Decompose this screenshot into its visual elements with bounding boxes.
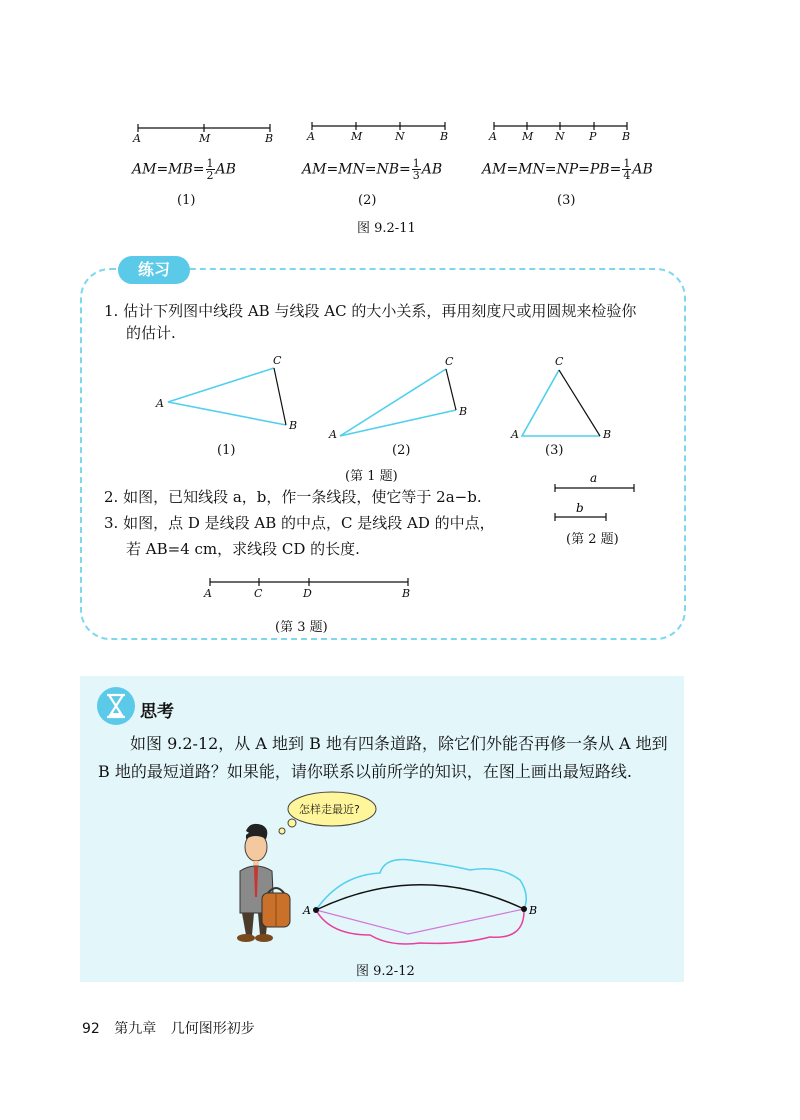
segments-ac-ab [522, 370, 600, 436]
think-text [98, 730, 684, 786]
chapter-title: 几何图形初步 [170, 1021, 255, 1037]
segment-diagram-3 [494, 122, 627, 130]
point-a-dot [313, 907, 319, 913]
point-label: P [589, 130, 597, 143]
fraction-numerator: 1 [623, 157, 631, 170]
vertex-label: A [329, 428, 337, 441]
fraction-denominator: 3 [412, 169, 420, 182]
point-label: A [489, 130, 497, 143]
page-number: 92 [82, 1021, 100, 1037]
question-1-caption: (第 1 题) [345, 469, 398, 484]
path-pink [316, 909, 524, 944]
fraction-numerator: 1 [206, 157, 214, 170]
equation-text: AM=MB= [132, 161, 205, 178]
figure-9-2-11 [0, 0, 800, 240]
think-figure-caption: 图 9.2-12 [356, 964, 415, 979]
point-label: A [307, 130, 315, 143]
fraction-denominator: 4 [623, 169, 631, 182]
vertex-label: B [289, 419, 298, 432]
question-3-caption: (第 3 题) [275, 620, 328, 635]
triangle-label-3: (3) [545, 443, 564, 458]
fraction [622, 158, 631, 181]
point-label: M [351, 130, 363, 143]
vertex-label: A [511, 428, 519, 441]
thought-bubble [279, 792, 376, 834]
point-label: D [303, 587, 312, 600]
question-2-segments [540, 468, 650, 528]
triangle-2 [340, 369, 456, 436]
point-b-dot [521, 906, 527, 912]
fraction-numerator: 1 [412, 157, 420, 170]
equation-text: AM=MN=NB= [302, 161, 411, 178]
diagram-label-1: (1) [177, 193, 196, 208]
equation-1 [132, 158, 236, 181]
point-label: C [254, 587, 263, 600]
segment-bc [446, 369, 456, 410]
think-line-1: 如图 9.2-12，从 A 地到 B 地有四条道路，除它们外能否再修一条从 A 地到 [130, 734, 668, 753]
vertex-label: B [603, 428, 612, 441]
person-illustration [237, 824, 290, 942]
equation-2 [302, 158, 442, 181]
triangles-figure [0, 340, 800, 480]
segment-a-label: a [590, 471, 598, 485]
triangle-label-1: (1) [217, 443, 236, 458]
point-a-label: A [303, 904, 311, 917]
point-label: M [522, 130, 534, 143]
equation-text: AM=MN=NP=PB= [482, 161, 622, 178]
fraction [206, 158, 215, 181]
question-1-line-1: 1. 估计下列图中线段 AB 与线段 AC 的大小关系，再用刻度尺或用圆规来检验你 [104, 302, 637, 320]
triangle-label-2: (2) [392, 443, 411, 458]
equation-3 [482, 158, 653, 181]
segment-diagrams [0, 0, 800, 160]
point-label: A [204, 587, 212, 600]
point-label: B [440, 130, 449, 143]
point-label: M [199, 132, 211, 145]
fraction-denominator: 2 [206, 169, 214, 182]
hourglass-icon [96, 686, 136, 726]
bubble-text: 怎样走最近? [299, 803, 360, 816]
question-1-line-2: 的估计. [126, 324, 176, 342]
segments-ac-ab [340, 369, 456, 436]
page-footer [82, 1018, 255, 1038]
think-line-2: B 地的最短道路？如果能，请你联系以前所学的知识，在图上画出最短路线. [98, 762, 632, 781]
segment-bc [559, 370, 600, 436]
path-black [316, 885, 524, 910]
segment-diagram-1 [138, 124, 270, 132]
chapter-number: 第九章 [114, 1021, 157, 1037]
exercise-tag: 练习 [118, 256, 190, 284]
path-purple [316, 909, 524, 934]
triangle-3 [522, 370, 600, 436]
equation-text: AB [632, 161, 653, 178]
figure-9-2-12 [220, 785, 560, 955]
point-label: B [402, 587, 411, 600]
point-b-label: B [529, 904, 538, 917]
vertex-label: C [273, 354, 282, 367]
question-3-line-1: 3. 如图，点 D 是线段 AB 的中点，C 是线段 AD 的中点， [104, 514, 495, 532]
equation-text: AB [215, 161, 236, 178]
question-3-line-2: 若 AB=4 cm，求线段 CD 的长度. [126, 540, 360, 558]
fraction [412, 158, 421, 181]
point-label: N [395, 130, 405, 143]
segment-diagram-2 [312, 122, 445, 130]
diagram-label-3: (3) [557, 193, 576, 208]
vertex-label: B [459, 405, 468, 418]
segment-b-label: b [576, 501, 584, 515]
segments-ac-ab [168, 368, 286, 425]
figure-caption: 图 9.2-11 [357, 221, 416, 236]
question-3 [104, 512, 495, 560]
point-label: N [555, 130, 565, 143]
question-2-caption: (第 2 题) [566, 532, 619, 547]
vertex-label: A [156, 397, 164, 410]
point-label: A [133, 132, 141, 145]
equation-text: AB [421, 161, 443, 178]
vertex-label: C [555, 355, 564, 368]
question-2: 2. 如图，已知线段 a，b，作一条线段，使它等于 2a−b. [104, 488, 482, 506]
point-label: B [622, 130, 631, 143]
question-3-segment [0, 570, 800, 606]
segment-bc [274, 368, 286, 425]
point-label: B [265, 132, 274, 145]
question-1 [104, 300, 684, 344]
triangle-1 [168, 368, 286, 425]
vertex-label: C [445, 355, 454, 368]
think-title: 思考 [140, 702, 174, 722]
diagram-label-2: (2) [358, 193, 377, 208]
